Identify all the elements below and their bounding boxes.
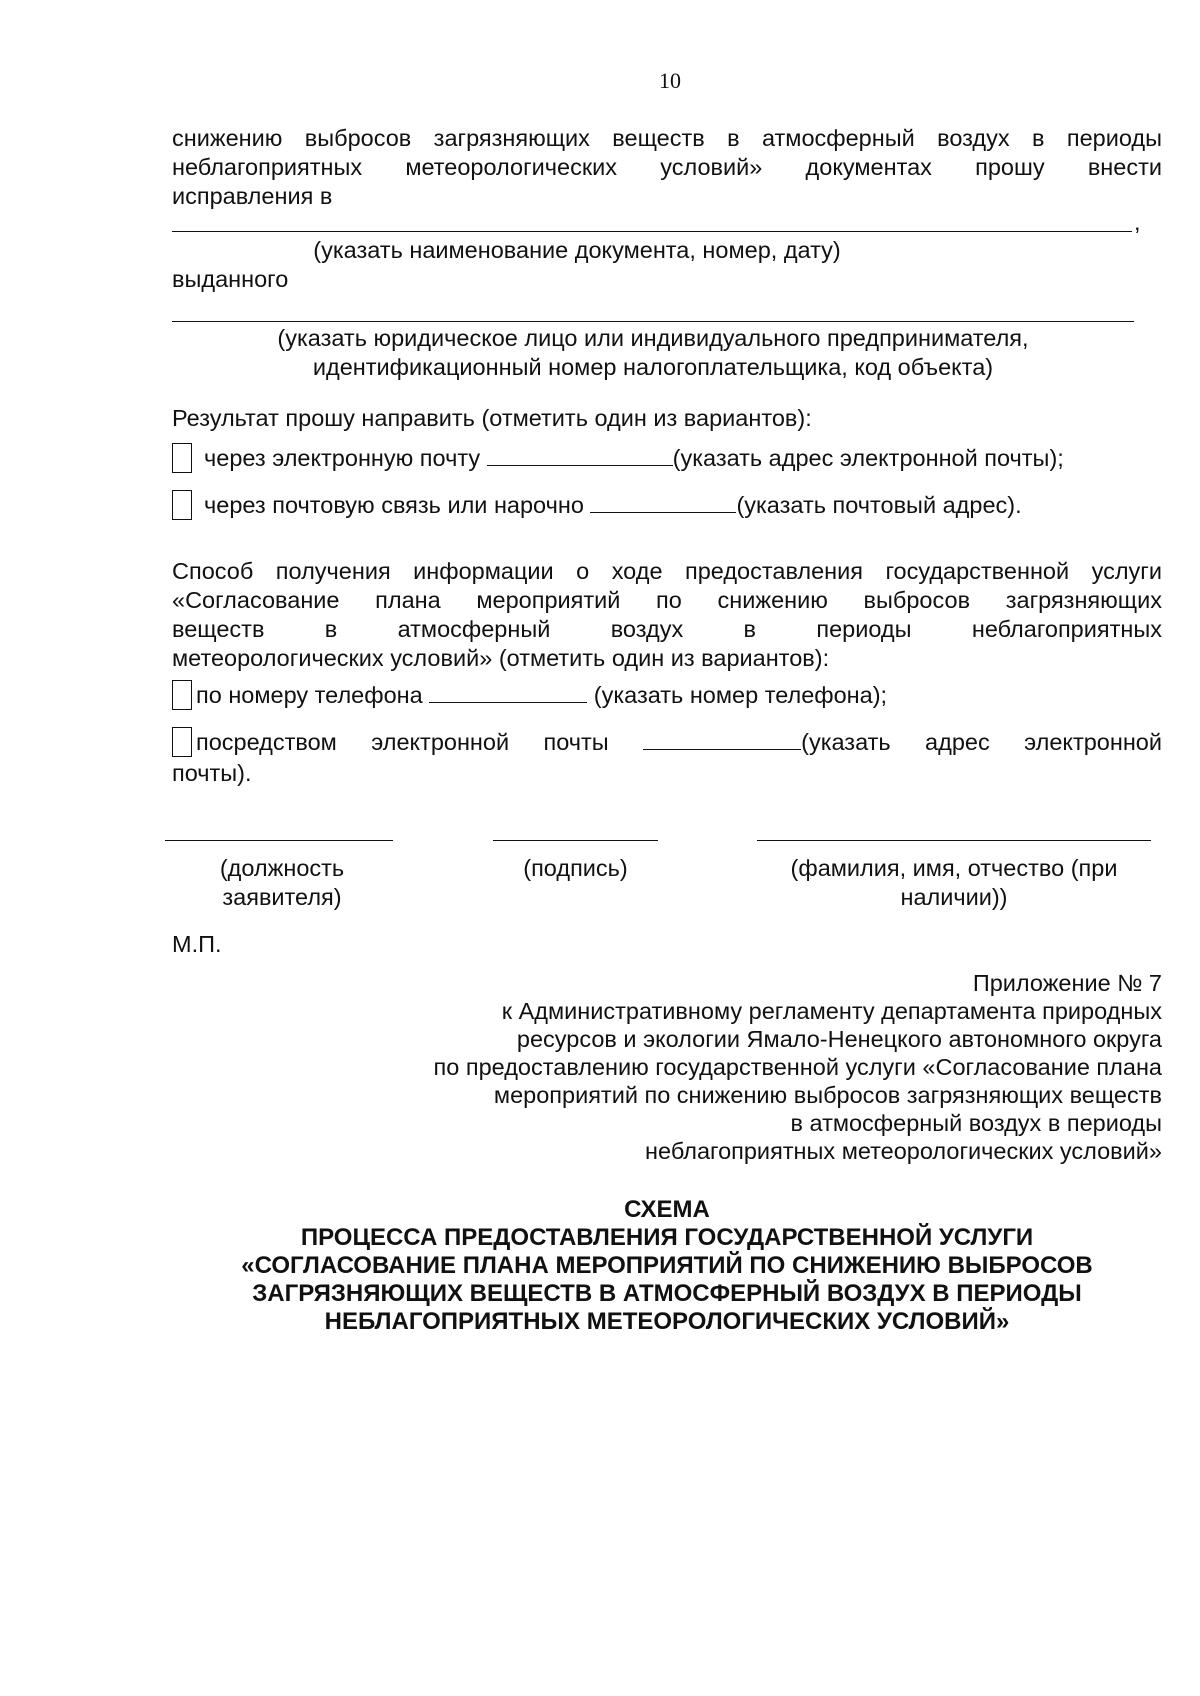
- signature-caption: (подпись): [523, 855, 628, 881]
- method-line-2: «Согласование плана мероприятий по снижению выбросов загрязняющих: [172, 587, 1162, 613]
- intro-paragraph: [172, 124, 1162, 211]
- result-post-checkbox[interactable]: [172, 490, 192, 520]
- result-option-email: [172, 443, 1172, 475]
- caption-entity: [172, 324, 1134, 382]
- scheme-title-line-2: ПРОЦЕССА ПРЕДОСТАВЛЕНИЯ ГОСУДАРСТВЕННОЙ УСЛУГИ: [300, 1224, 1034, 1251]
- appendix-header: [262, 969, 1162, 1165]
- signature-line[interactable]: [493, 840, 658, 841]
- method-line-1: Способ получения информации о ходе предоставления государственной услуги: [172, 558, 1162, 584]
- caption-document: (указать наименование документа, номер, дату): [313, 237, 841, 263]
- appendix-line-2: к Административному регламенту департамента природных: [501, 998, 1162, 1024]
- intro-line-3: исправления в: [172, 183, 333, 209]
- name-caption-line-1: (фамилия, имя, отчество (при: [790, 855, 1118, 881]
- name-caption: [757, 854, 1151, 912]
- scheme-title-line-1: СХЕМА: [624, 1196, 710, 1223]
- method-email-hint: (указать адрес электронной: [801, 729, 1162, 755]
- result-email-hint: (указать адрес электронной почты);: [672, 445, 1064, 471]
- method-phone-hint: (указать номер телефона);: [593, 682, 888, 708]
- name-caption-line-2: наличии)): [900, 884, 1008, 910]
- method-email-input[interactable]: [643, 727, 801, 750]
- result-prompt: Результат прошу направить (отметить один из вариантов):: [172, 405, 812, 431]
- method-email-label: посредством электронной почты: [196, 729, 609, 755]
- method-email-row: [172, 727, 1162, 759]
- result-email-checkbox[interactable]: [172, 443, 192, 473]
- scheme-title-line-4: ЗАГРЯЗНЯЮЩИХ ВЕЩЕСТВ В АТМОСФЕРНЫЙ ВОЗДУХ В ПЕРИОДЫ: [252, 1280, 1082, 1307]
- method-phone-checkbox[interactable]: [172, 680, 192, 710]
- result-post-label: через почтовую связь или нарочно: [204, 492, 584, 518]
- result-option-post: [172, 490, 1172, 522]
- method-line-3: веществ в атмосферный воздух в периоды неблагоприятных: [172, 616, 1162, 642]
- appendix-line-6: в атмосферный воздух в периоды: [790, 1110, 1162, 1136]
- intro-line-2: неблагоприятных метеорологических условий» документах прошу внести: [172, 154, 1162, 180]
- method-email-checkbox[interactable]: [172, 727, 192, 757]
- method-paragraph: [172, 557, 1162, 673]
- result-email-label: через электронную почту: [204, 445, 481, 471]
- scheme-title-line-5: НЕБЛАГОПРИЯТНЫХ МЕТЕОРОЛОГИЧЕСКИХ УСЛОВИЙ»: [324, 1308, 1010, 1335]
- appendix-line-5: мероприятий по снижению выбросов загрязняющих веществ: [493, 1082, 1162, 1108]
- document-line-comma: ,: [1134, 209, 1141, 235]
- name-line[interactable]: [757, 840, 1151, 841]
- method-phone-label: по номеру телефона: [196, 682, 423, 708]
- method-line-4: метеорологических условий» (отметить один из вариантов):: [172, 645, 830, 671]
- method-option-phone: [172, 680, 1172, 712]
- document-name-line[interactable]: [172, 231, 1132, 232]
- position-caption-line-1: (должность: [219, 855, 345, 881]
- method-option-email: [172, 727, 1162, 788]
- stamp-label: М.П.: [172, 931, 222, 957]
- result-post-input[interactable]: [590, 490, 736, 513]
- method-email-hint-cont: почты).: [172, 759, 252, 786]
- page-number: 10: [659, 68, 681, 93]
- caption-entity-line-2: идентификационный номер налогоплательщика, код объекта): [312, 354, 994, 380]
- intro-line-1: снижению выбросов загрязняющих веществ в атмосферный воздух в периоды: [172, 125, 1162, 151]
- caption-entity-line-1: (указать юридическое лицо или индивидуального предпринимателя,: [277, 325, 1029, 351]
- scheme-title: [172, 1196, 1162, 1336]
- position-caption: [172, 854, 392, 912]
- appendix-line-3: ресурсов и экологии Ямало-Ненецкого автономного округа: [516, 1026, 1162, 1052]
- method-phone-input[interactable]: [429, 680, 587, 703]
- entity-line[interactable]: [172, 321, 1134, 322]
- position-line[interactable]: [165, 840, 393, 841]
- appendix-line-4: по предоставлению государственной услуги «Согласование плана: [433, 1054, 1162, 1080]
- appendix-line-1: Приложение № 7: [972, 970, 1162, 996]
- appendix-line-7: неблагоприятных метеорологических условий»: [645, 1138, 1162, 1164]
- scheme-title-line-3: «СОГЛАСОВАНИЕ ПЛАНА МЕРОПРИЯТИЙ ПО СНИЖЕНИЮ ВЫБРОСОВ: [241, 1252, 1093, 1279]
- position-caption-line-2: заявителя): [222, 884, 342, 910]
- issued-label: выданного: [172, 266, 289, 292]
- result-post-hint: (указать почтовый адрес).: [736, 492, 1022, 518]
- result-email-input[interactable]: [487, 443, 673, 466]
